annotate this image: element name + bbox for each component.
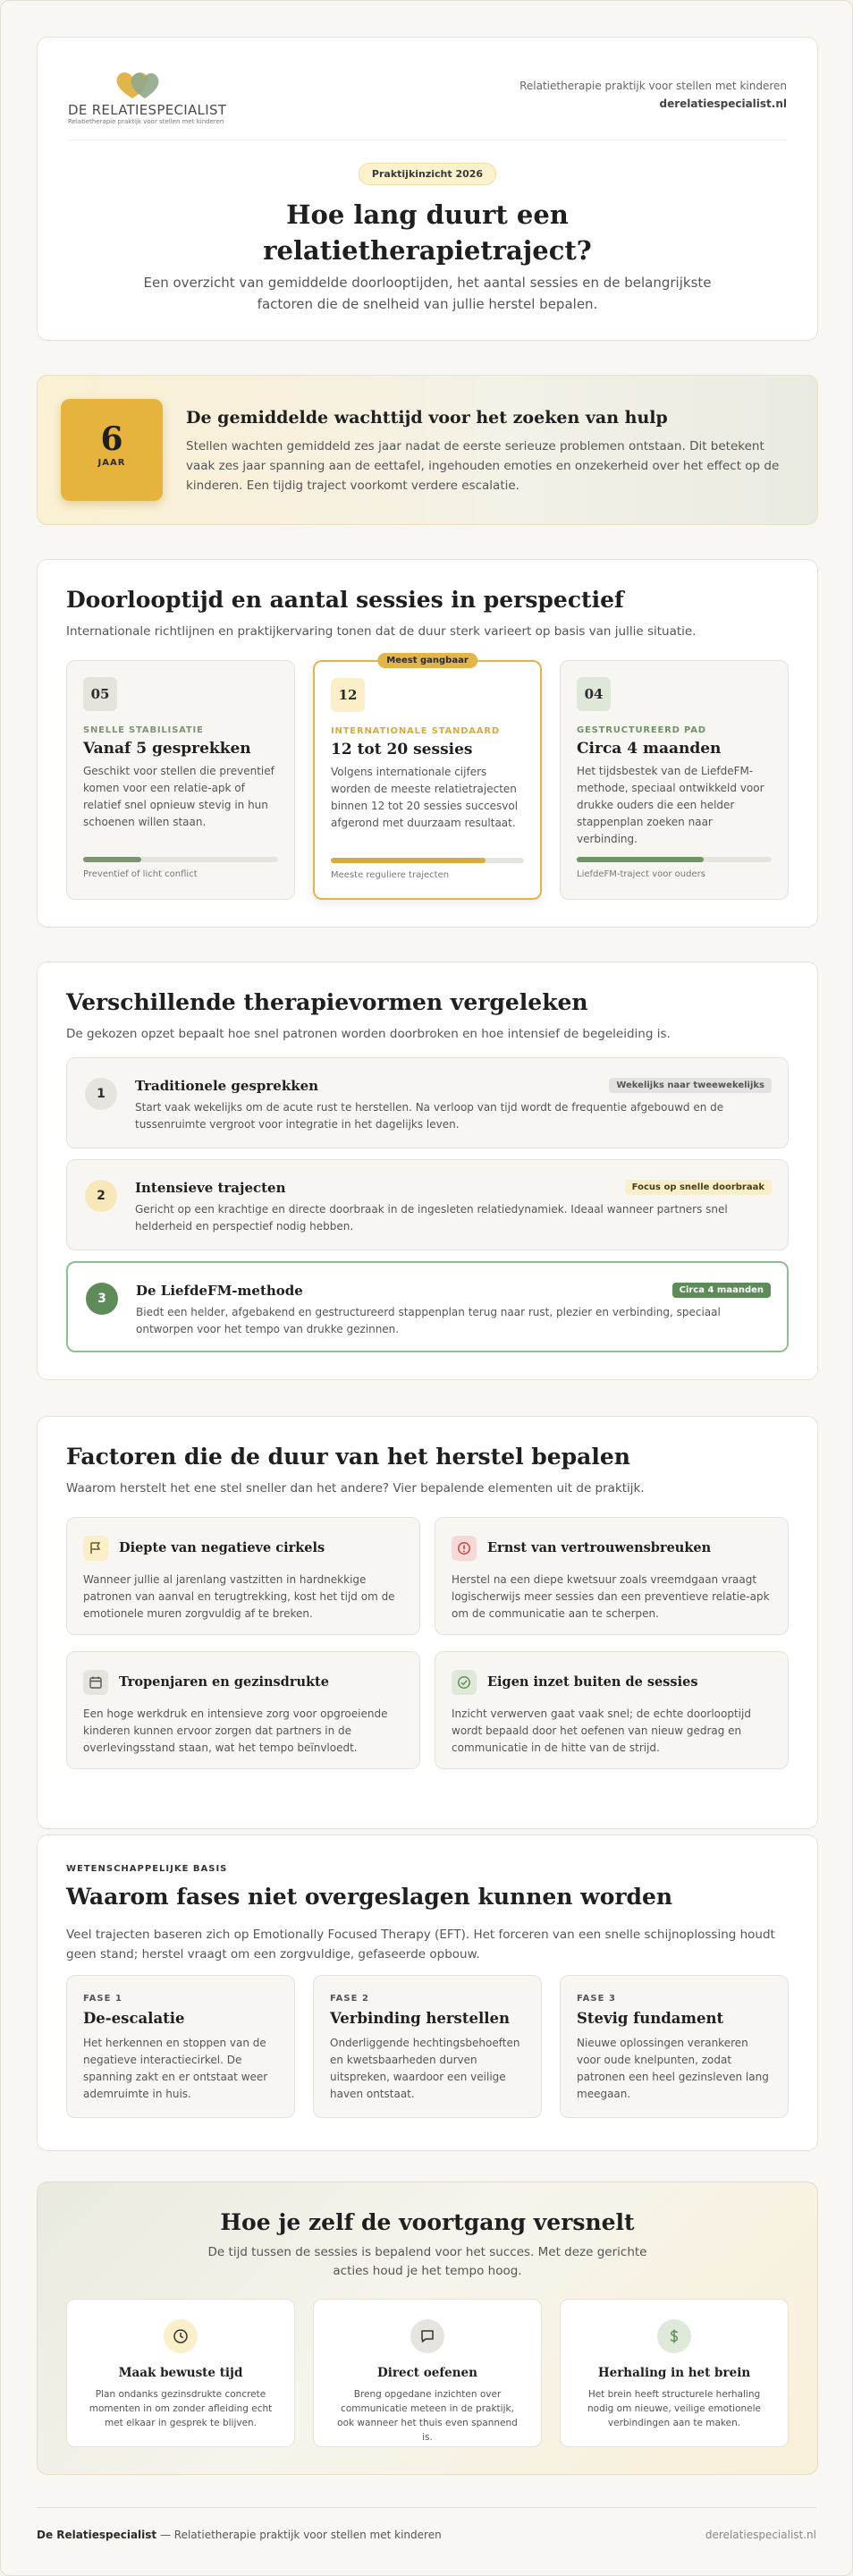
header-domain-link[interactable]: derelatiespecialist.nl	[659, 97, 787, 110]
tip-title: Herhaling in het brein	[597, 2366, 751, 2380]
flag-icon	[83, 1536, 108, 1561]
tip-text: Breng opgedane inzichten over communicatie meteen in de praktijk, ook wanneer het thuis even spannend is.	[337, 2389, 518, 2443]
wait-time-number: 6	[100, 420, 123, 458]
duration-card-text: Het tijdsbestek van de LiefdeFM-methode, speciaal ontwikkeld voor drukke ouders die een helder stappenplan zoeken naar verbinding.	[577, 765, 764, 845]
phase-text: Onderliggende hechtingsbehoeften en kwetsbaarheden durven uitspreken, waardoor een veilige haven ontstaat.	[330, 2037, 520, 2100]
speed-up-section	[37, 2182, 818, 2475]
therapies-title: Verschillende therapievormen vergeleken	[66, 989, 588, 1015]
therapy-tag: Wekelijks naar tweewekelijks	[609, 1078, 772, 1093]
duration-card-note: Preventief of licht conflict	[83, 869, 198, 879]
page-title	[38, 197, 817, 268]
factor-card	[66, 1517, 420, 1635]
chat-icon	[410, 2319, 444, 2353]
tip-text: Het brein heeft structurele herhaling nodig om nieuwe, veilige emotionele verbindingen aan te maken.	[587, 2389, 761, 2428]
report-badge: Praktijkinzicht 2026	[359, 163, 496, 185]
therapies-subtitle: De gekozen opzet bepaalt hoe snel patronen worden doorbroken en hoe intensief de begeleiding is.	[66, 1027, 671, 1041]
therapy-text: Gericht op een krachtige en directe doorbraak in de ingesleten relatiedynamiek. Ideaal wanneer partners snel helderheid en perspectief nodig hebben.	[135, 1203, 728, 1233]
therapy-tag: Focus op snelle doorbraak	[625, 1180, 772, 1195]
page-title-line-2: relatietherapietraject?	[263, 235, 592, 266]
phase-label: FASE 2	[330, 1994, 369, 2004]
tip-title: Maak bewuste tijd	[118, 2366, 243, 2380]
duration-progress-fill	[577, 857, 704, 862]
duration-card-text: Geschikt voor stellen die preventief komen voor een relatie-apk of relatief snel opnieuw stevig in hun schoenen willen staan.	[83, 765, 274, 828]
factor-text: Wanneer jullie al jarenlang vastzitten in hardnekkige patronen van aanval en terugtrekking, kost het tijd om de emotionele muren zorgvuldig af te breken.	[83, 1573, 395, 1620]
tip-text: Plan ondanks gezinsdrukte concrete momenten in om zonder afleiding echt met elkaar in gesprek te blijven.	[89, 2389, 273, 2428]
most-common-badge: Meest gangbaar	[377, 653, 477, 668]
therapy-row-liefdefm	[66, 1261, 789, 1352]
duration-card-number: 12	[331, 678, 365, 712]
factor-text: Een hoge werkdruk en intensieve zorg voor opgroeiende kinderen kunnen ervoor zorgen dat partners in de overlevingsstand staan, wat het tempo beïnvloedt.	[83, 1707, 388, 1754]
check-circle-icon	[452, 1670, 477, 1695]
therapy-tag: Circa 4 maanden	[672, 1283, 771, 1298]
footer-brand: De Relatiespecialist	[37, 2529, 157, 2541]
duration-card-title: Circa 4 maanden	[577, 740, 722, 758]
therapy-number: 1	[85, 1078, 117, 1110]
brand-logo[interactable]	[68, 68, 229, 125]
therapy-row-traditional	[66, 1057, 789, 1148]
phase-card	[560, 1975, 789, 2118]
duration-card	[560, 660, 789, 900]
duration-progress-track	[331, 858, 524, 863]
duration-progress-track	[577, 857, 772, 862]
phase-card	[313, 1975, 542, 2118]
therapy-title: Intensieve trajecten	[135, 1180, 286, 1196]
duration-section	[37, 559, 818, 928]
header-card	[37, 37, 818, 341]
duration-subtitle: Internationale richtlijnen en praktijkervaring tonen dat de duur sterk varieert op basis van jullie situatie.	[66, 624, 697, 639]
duration-card-note: LiefdeFM-traject voor ouders	[577, 869, 705, 879]
speed-subtitle: De tijd tussen de sessies is bepalend voor het succes. Met deze gerichte acties houd je het tempo hoog.	[207, 2245, 647, 2278]
tip-title: Direct oefenen	[377, 2366, 477, 2380]
tip-card	[560, 2299, 789, 2447]
therapy-number: 3	[86, 1283, 118, 1315]
duration-card-label: SNELLE STABILISATIE	[83, 725, 204, 735]
factors-title: Factoren die de duur van het herstel bepalen	[66, 1444, 630, 1470]
duration-card-number: 05	[83, 677, 117, 711]
footer-domain-link[interactable]: derelatiespecialist.nl	[705, 2529, 816, 2541]
phase-title: De-escalatie	[83, 2010, 185, 2027]
therapy-title: De LiefdeFM-methode	[136, 1283, 303, 1299]
factor-card	[66, 1651, 420, 1769]
duration-card-label: INTERNATIONALE STANDAARD	[331, 726, 500, 736]
footer-tagline: — Relatietherapie praktijk voor stellen met kinderen	[156, 2529, 442, 2541]
duration-card-label: GESTRUCTUREERD PAD	[577, 725, 706, 735]
brand-tagline: Relatietherapie praktijk voor stellen met kinderen	[68, 118, 224, 125]
header-tagline: Relatietherapie praktijk voor stellen met kinderen	[519, 80, 787, 92]
duration-card-number: 04	[577, 677, 611, 711]
footer-divider	[37, 2507, 816, 2508]
speed-title: Hoe je zelf de voortgang versnelt	[220, 2209, 635, 2235]
tip-card	[66, 2299, 295, 2447]
factor-card	[435, 1517, 789, 1635]
phase-card	[66, 1975, 295, 2118]
therapy-number: 2	[85, 1180, 117, 1212]
wait-time-title: De gemiddelde wachttijd voor het zoeken van hulp	[186, 408, 668, 428]
duration-progress-track	[83, 857, 278, 862]
phases-subtitle: Veel trajecten baseren zich op Emotionally Focused Therapy (EFT). Het forceren van een snelle schijnoplossing houdt geen stand; herstel vraagt om een zorgvuldige, gefaseerde opbouw.	[66, 1928, 775, 1962]
phase-label: FASE 1	[83, 1994, 122, 2004]
header-contact	[519, 77, 787, 113]
brand-name: DE RELATIESPECIALIST	[68, 102, 227, 118]
duration-card-note: Meeste reguliere trajecten	[331, 870, 450, 880]
phases-kicker: WETENSCHAPPELIJKE BASIS	[66, 1864, 228, 1874]
factor-title: Tropenjaren en gezinsdrukte	[119, 1674, 329, 1690]
dollar-icon	[657, 2319, 691, 2353]
factor-text: Herstel na een diepe kwetsuur zoals vreemdgaan vraagt logischerwijs meer sessies dan een preventieve relatie-apk om de communicatie aan te scherpen.	[452, 1573, 770, 1620]
page-lead: Een overzicht van gemiddelde doorlooptijden, het aantal sessies en de belangrijkste factoren die de snelheid van jullie herstel bepalen.	[143, 275, 712, 312]
therapy-row-intensive	[66, 1159, 789, 1250]
duration-card-text: Volgens internationale cijfers worden de meeste relatietrajecten binnen 12 tot 20 sessies succesvol afgerond met duurzaam resultaat.	[331, 766, 519, 829]
duration-card-featured	[313, 656, 542, 900]
page-title-line-1: Hoe lang duurt een	[286, 199, 569, 230]
phases-section	[37, 1835, 818, 2151]
footer-credit	[37, 2529, 442, 2541]
factors-section	[37, 1416, 818, 1829]
therapy-text: Start vaak wekelijks om de acute rust te herstellen. Na verloop van tijd wordt de frequentie afgebouwd en de tussenruimte vergroot voor integratie in het dagelijks leven.	[135, 1101, 724, 1131]
hearts-logo-icon	[113, 68, 166, 100]
calendar-icon	[83, 1670, 108, 1695]
factor-title: Eigen inzet buiten de sessies	[487, 1674, 698, 1690]
duration-card-title: Vanaf 5 gesprekken	[83, 740, 251, 758]
clock-icon	[164, 2319, 198, 2353]
factor-title: Ernst van vertrouwensbreuken	[487, 1540, 712, 1555]
factor-card	[435, 1651, 789, 1769]
therapies-section	[37, 962, 818, 1380]
phase-text: Nieuwe oplossingen verankeren voor oude knelpunten, zodat patronen een heel gezinsleven lang meegaan.	[577, 2037, 769, 2100]
factor-text: Inzicht verwerven gaat vaak snel; de echte doorlooptijd wordt bepaald door het oefenen van nieuw gedrag en communicatie in de hitte van de strijd.	[452, 1707, 751, 1754]
therapy-text: Biedt een helder, afgebakend en gestructureerd stappenplan terug naar rust, plezier en verbinding, speciaal ontworpen voor het tempo van drukke gezinnen.	[136, 1306, 721, 1335]
phase-title: Verbinding herstellen	[330, 2010, 510, 2027]
duration-progress-fill	[331, 858, 486, 863]
factor-title: Diepte van negatieve cirkels	[119, 1540, 325, 1555]
alert-icon	[452, 1536, 477, 1561]
duration-progress-fill	[83, 857, 141, 862]
wait-time-unit: JAAR	[97, 458, 126, 468]
duration-card	[66, 660, 295, 900]
duration-title: Doorlooptijd en aantal sessies in perspectief	[66, 587, 624, 613]
therapy-title: Traditionele gesprekken	[135, 1078, 319, 1094]
tip-card	[313, 2299, 542, 2447]
phase-title: Stevig fundament	[577, 2010, 724, 2027]
phases-title: Waarom fases niet overgeslagen kunnen worden	[66, 1884, 673, 1910]
phase-text: Het herkennen en stoppen van de negatieve interactiecirkel. De spanning zakt en er ontstaat weer ademruimte in huis.	[83, 2037, 268, 2100]
wait-time-box	[61, 399, 163, 501]
phase-label: FASE 3	[577, 1994, 616, 2004]
wait-time-text: Stellen wachten gemiddeld zes jaar nadat de eerste serieuze problemen ontstaan. Dit betekent vaak zes jaar spanning aan de eettafel, ingehouden emoties en onzekerheid over het effect op de kinderen. Een tijdig traject voorkomt verdere escalatie.	[186, 439, 780, 493]
factors-subtitle: Waarom herstelt het ene stel sneller dan het andere? Vier bepalende elementen uit de praktijk.	[66, 1481, 645, 1496]
duration-card-title: 12 tot 20 sessies	[331, 741, 473, 758]
wait-time-banner	[37, 375, 818, 525]
